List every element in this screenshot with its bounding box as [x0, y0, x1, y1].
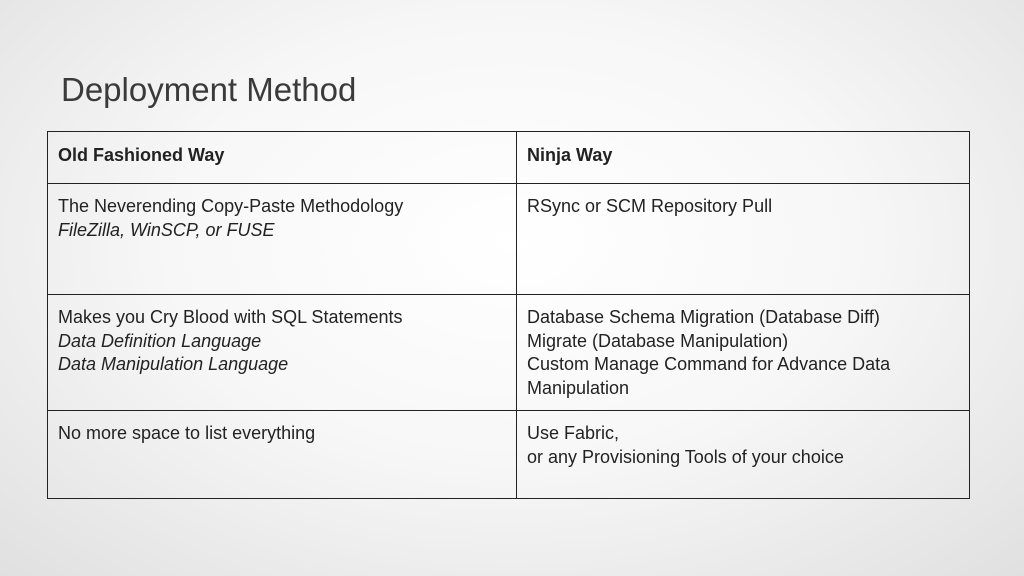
header-old-fashioned-way: Old Fashioned Way	[48, 132, 517, 184]
ninja-way-text: Custom Manage Command for Advance Data Manipulation	[527, 354, 891, 398]
old-way-text: The Neverending Copy-Paste Methodology	[58, 196, 404, 216]
old-way-cell	[48, 411, 517, 499]
ninja-way-cell	[517, 411, 970, 499]
header-ninja-way: Ninja Way	[517, 132, 970, 184]
table-row	[48, 184, 970, 295]
slide-title: Deployment Method	[61, 71, 357, 108]
table-header-row	[48, 132, 970, 184]
ninja-way-text: RSync or SCM Repository Pull	[527, 196, 773, 216]
old-way-detail: Data Definition Language	[58, 330, 262, 351]
ninja-way-cell	[517, 184, 970, 295]
comparison-table	[47, 131, 970, 499]
ninja-way-text: Migrate (Database Manipulation)	[527, 330, 789, 351]
ninja-way-cell	[517, 295, 970, 411]
old-way-text: Makes you Cry Blood with SQL Statements	[58, 307, 403, 327]
ninja-way-text: Database Schema Migration (Database Diff)	[527, 307, 880, 327]
table-row	[48, 295, 970, 411]
old-way-cell	[48, 295, 517, 411]
old-way-cell	[48, 184, 517, 295]
old-way-text: No more space to list everything	[58, 423, 316, 443]
ninja-way-text: Use Fabric,	[527, 423, 620, 443]
old-way-detail: Data Manipulation Language	[58, 354, 289, 374]
ninja-way-text: or any Provisioning Tools of your choice	[527, 446, 844, 467]
old-way-detail: FileZilla, WinSCP, or FUSE	[58, 219, 275, 240]
table-row	[48, 411, 970, 499]
